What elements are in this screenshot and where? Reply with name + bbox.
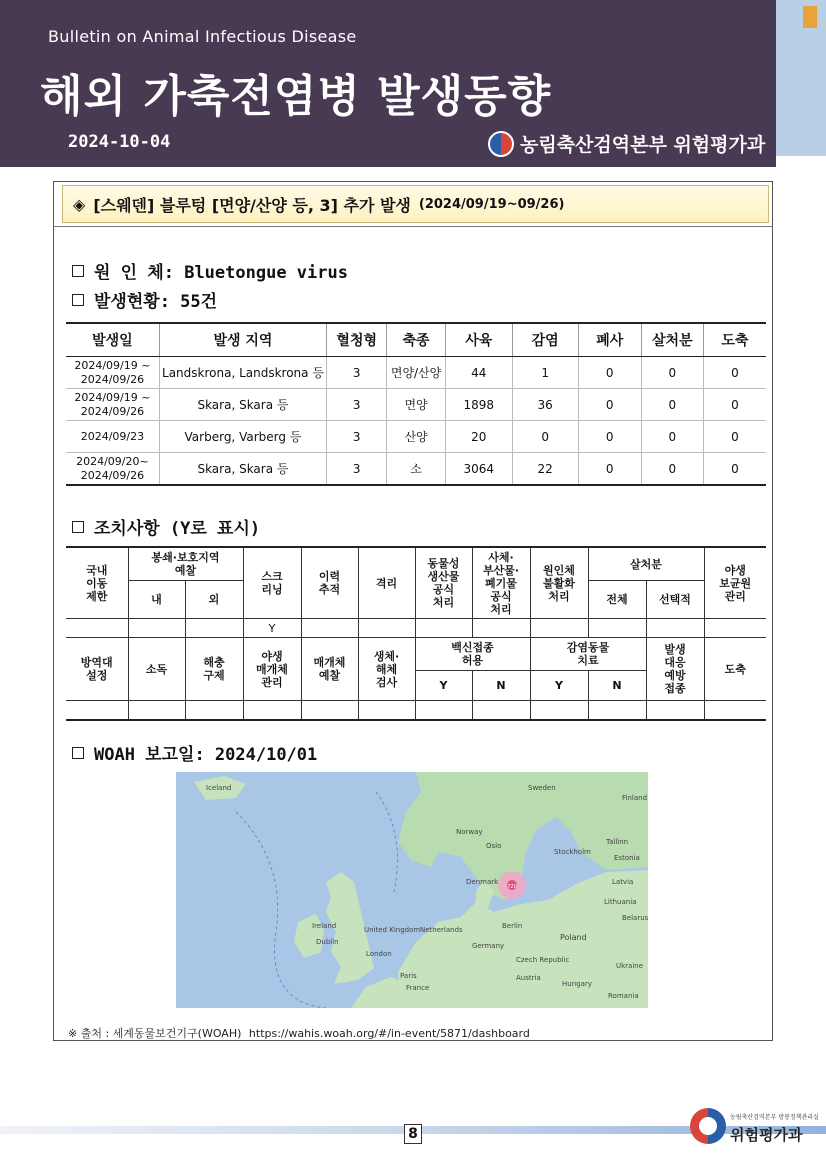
outbreak-col-header: 도축 [703, 323, 766, 357]
table-cell: 2024/09/19 ~ 2024/09/26 [66, 357, 159, 389]
h-quarantine: 격리 [358, 547, 415, 619]
map-label: London [366, 950, 392, 958]
table-cell: 0 [578, 421, 641, 453]
h-products: 동물성 생산물 공식 처리 [415, 547, 472, 619]
table-cell: 0 [641, 389, 703, 421]
h-treat-y: Y [530, 671, 588, 701]
map-label: France [406, 984, 430, 992]
map-label: Sweden [528, 784, 556, 792]
source-link[interactable]: https://wahis.woah.org/#/in-event/5871/dashboard [248, 1027, 530, 1040]
map-label: Dublin [316, 938, 339, 946]
map-label: Stockholm [554, 848, 591, 856]
map-label: Denmark [466, 878, 499, 886]
map-label: Finland [622, 794, 648, 802]
map-label: Oslo [486, 842, 502, 850]
table-cell: 0 [703, 357, 766, 389]
table-cell: 0 [641, 357, 703, 389]
h-disinfect: 소독 [128, 638, 185, 701]
map-label: Belarus [622, 914, 648, 922]
outbreak-col-header: 혈청형 [327, 323, 387, 357]
map-label: Paris [400, 972, 417, 980]
footer-org-small: 농림축산검역본부 방봉정책관리실 [730, 1114, 819, 1121]
outbreak-col-header: 발생 지역 [159, 323, 326, 357]
h-cull-sel: 선택적 [646, 581, 704, 619]
map-label: Latvia [612, 878, 634, 886]
h-bio-test: 생체· 해체 검사 [358, 638, 415, 701]
table-cell: 면양/산양 [387, 357, 445, 389]
source-note [68, 1025, 530, 1041]
checkbox-square-icon [72, 521, 84, 533]
map-label: Hungary [562, 980, 592, 988]
table-cell: 3 [327, 453, 387, 486]
outbreak-col-header: 축종 [387, 323, 445, 357]
table-cell: 2024/09/19 ~ 2024/09/26 [66, 389, 159, 421]
table-cell: 3 [327, 357, 387, 389]
source-text: ※ 출처 : 세계동물보건기구(WOAH) [68, 1027, 242, 1040]
h-vector-surv: 매개체 예찰 [301, 638, 358, 701]
status-item [72, 287, 217, 312]
table-cell: 0 [578, 357, 641, 389]
table-cell: 0 [703, 389, 766, 421]
h-vaccine: 백신접종 허용 [415, 638, 530, 671]
table-cell: 0 [703, 453, 766, 486]
table-cell: 0 [512, 421, 578, 453]
woah-text: WOAH 보고일: 2024/10/01 [94, 745, 318, 765]
table-cell: 44 [445, 357, 512, 389]
map-label: Berlin [502, 922, 523, 930]
outbreak-col-header: 살처분 [641, 323, 703, 357]
h-slaughter: 도축 [704, 638, 766, 701]
table-row [66, 453, 766, 486]
table-cell: 2024/09/23 [66, 421, 159, 453]
h-zone-in: 내 [128, 581, 185, 619]
table-cell: Skara, Skara 등 [159, 389, 326, 421]
outbreak-col-header: 감염 [512, 323, 578, 357]
diamond-icon: ◈ [73, 194, 86, 214]
h-pest: 해충 구제 [185, 638, 243, 701]
table-row [66, 421, 766, 453]
h-trace: 이력 추적 [301, 547, 358, 619]
measures-row-1 [66, 619, 766, 638]
table-cell: 소 [387, 453, 445, 486]
footer-org: 위험평가과 [730, 1126, 803, 1144]
section-range: (2024/09/19~09/26) [418, 196, 565, 212]
h-zoning: 방역대 설정 [66, 638, 128, 701]
outbreak-table-body [66, 357, 766, 486]
table-cell: 0 [703, 421, 766, 453]
pathogen-text: 원 인 체: Bluetongue virus [94, 263, 348, 283]
outbreak-col-header: 폐사 [578, 323, 641, 357]
screening-mark: Y [243, 619, 301, 638]
outbreak-marker-count: 720 [507, 884, 517, 890]
measures-table [66, 546, 766, 721]
table-cell: 2024/09/20~ 2024/09/26 [66, 453, 159, 486]
woah-item [72, 740, 317, 765]
checkbox-square-icon [72, 265, 84, 277]
table-cell: 0 [578, 453, 641, 486]
table-cell: 산양 [387, 421, 445, 453]
map-label: Norway [456, 828, 483, 836]
map-label: Czech Republic [516, 956, 570, 964]
map-label: United Kingdom [364, 926, 421, 934]
measures-item [72, 514, 260, 539]
table-cell: 0 [578, 389, 641, 421]
h-zone-out: 외 [185, 581, 243, 619]
outbreak-col-header: 발생일 [66, 323, 159, 357]
pathogen-item [72, 258, 348, 283]
table-cell: 3064 [445, 453, 512, 486]
h-wild: 야생 보균원 관리 [704, 547, 766, 619]
map-label: Tallinn [606, 838, 629, 846]
measures-text: 조치사항 (Y로 표시) [94, 519, 261, 539]
checkbox-square-icon [72, 294, 84, 306]
map-label: Estonia [614, 854, 640, 862]
table-cell: 0 [641, 453, 703, 486]
table-row [66, 389, 766, 421]
table-cell: 0 [641, 421, 703, 453]
outbreak-col-header: 사육 [445, 323, 512, 357]
map-label: Ukraine [616, 962, 644, 970]
table-cell: Landskrona, Landskrona 등 [159, 357, 326, 389]
h-zone: 봉쇄·보호지역 예찰 [128, 547, 243, 581]
table-row [66, 357, 766, 389]
table-cell: 36 [512, 389, 578, 421]
table-cell: 22 [512, 453, 578, 486]
h-vaccine-n: N [472, 671, 530, 701]
map-label: Ireland [312, 922, 337, 930]
h-carcass: 사체· 부산물· 폐기물 공식 처리 [472, 547, 530, 619]
map-label: Lithuania [604, 898, 637, 906]
outbreak-table [66, 322, 766, 486]
outbreak-table-header [66, 323, 766, 357]
page-title: 해외 가축전염병 발생동향 [40, 71, 552, 122]
outbreak-map[interactable] [176, 772, 648, 1008]
map-label: Romania [608, 992, 639, 1000]
h-treat: 감염동물 치료 [530, 638, 646, 671]
h-cull: 살처분 [588, 547, 704, 581]
header-accent-strip [776, 0, 826, 156]
issue-date: 2024-10-04 [68, 132, 171, 152]
taegeuk-logo-icon [488, 131, 514, 157]
map-label: Germany [472, 942, 505, 950]
h-inactivation: 원인체 불활화 처리 [530, 547, 588, 619]
map-label: Iceland [206, 784, 232, 792]
map-label: Austria [516, 974, 541, 982]
h-outbreak-vacc: 발생 대응 예방 접종 [646, 638, 704, 701]
table-cell: Skara, Skara 등 [159, 453, 326, 486]
table-cell: 3 [327, 389, 387, 421]
map-svg [176, 772, 648, 1008]
page-number: 8 [404, 1124, 422, 1144]
bulletin-subtitle: Bulletin on Animal Infectious Disease [48, 27, 357, 46]
header-org-name: 농림축산검역본부 위험평가과 [520, 134, 766, 156]
map-label: Poland [560, 933, 587, 942]
map-label: Netherlands [420, 926, 463, 934]
table-cell: 20 [445, 421, 512, 453]
table-cell: 면양 [387, 389, 445, 421]
h-cull-all: 전체 [588, 581, 646, 619]
divider [53, 226, 773, 227]
h-vaccine-y: Y [415, 671, 472, 701]
measures-row-2 [66, 701, 766, 721]
table-cell: 3 [327, 421, 387, 453]
checkbox-square-icon [72, 747, 84, 759]
header-org [488, 130, 765, 157]
footer-logo-icon [690, 1108, 726, 1144]
section-title-bar [62, 185, 769, 223]
table-cell: Varberg, Varberg 등 [159, 421, 326, 453]
h-treat-n: N [588, 671, 646, 701]
status-text: 발생현황: 55건 [94, 292, 218, 312]
table-cell: 1898 [445, 389, 512, 421]
header-orange-mark [803, 6, 817, 28]
table-cell: 1 [512, 357, 578, 389]
h-wild-vector: 야생 매개체 관리 [243, 638, 301, 701]
section-title: [스웨덴] 블루텅 [면양/산양 등, 3] 추가 발생 [93, 195, 411, 215]
h-screening: 스크 리닝 [243, 547, 301, 619]
h-domestic: 국내 이동 제한 [66, 547, 128, 619]
